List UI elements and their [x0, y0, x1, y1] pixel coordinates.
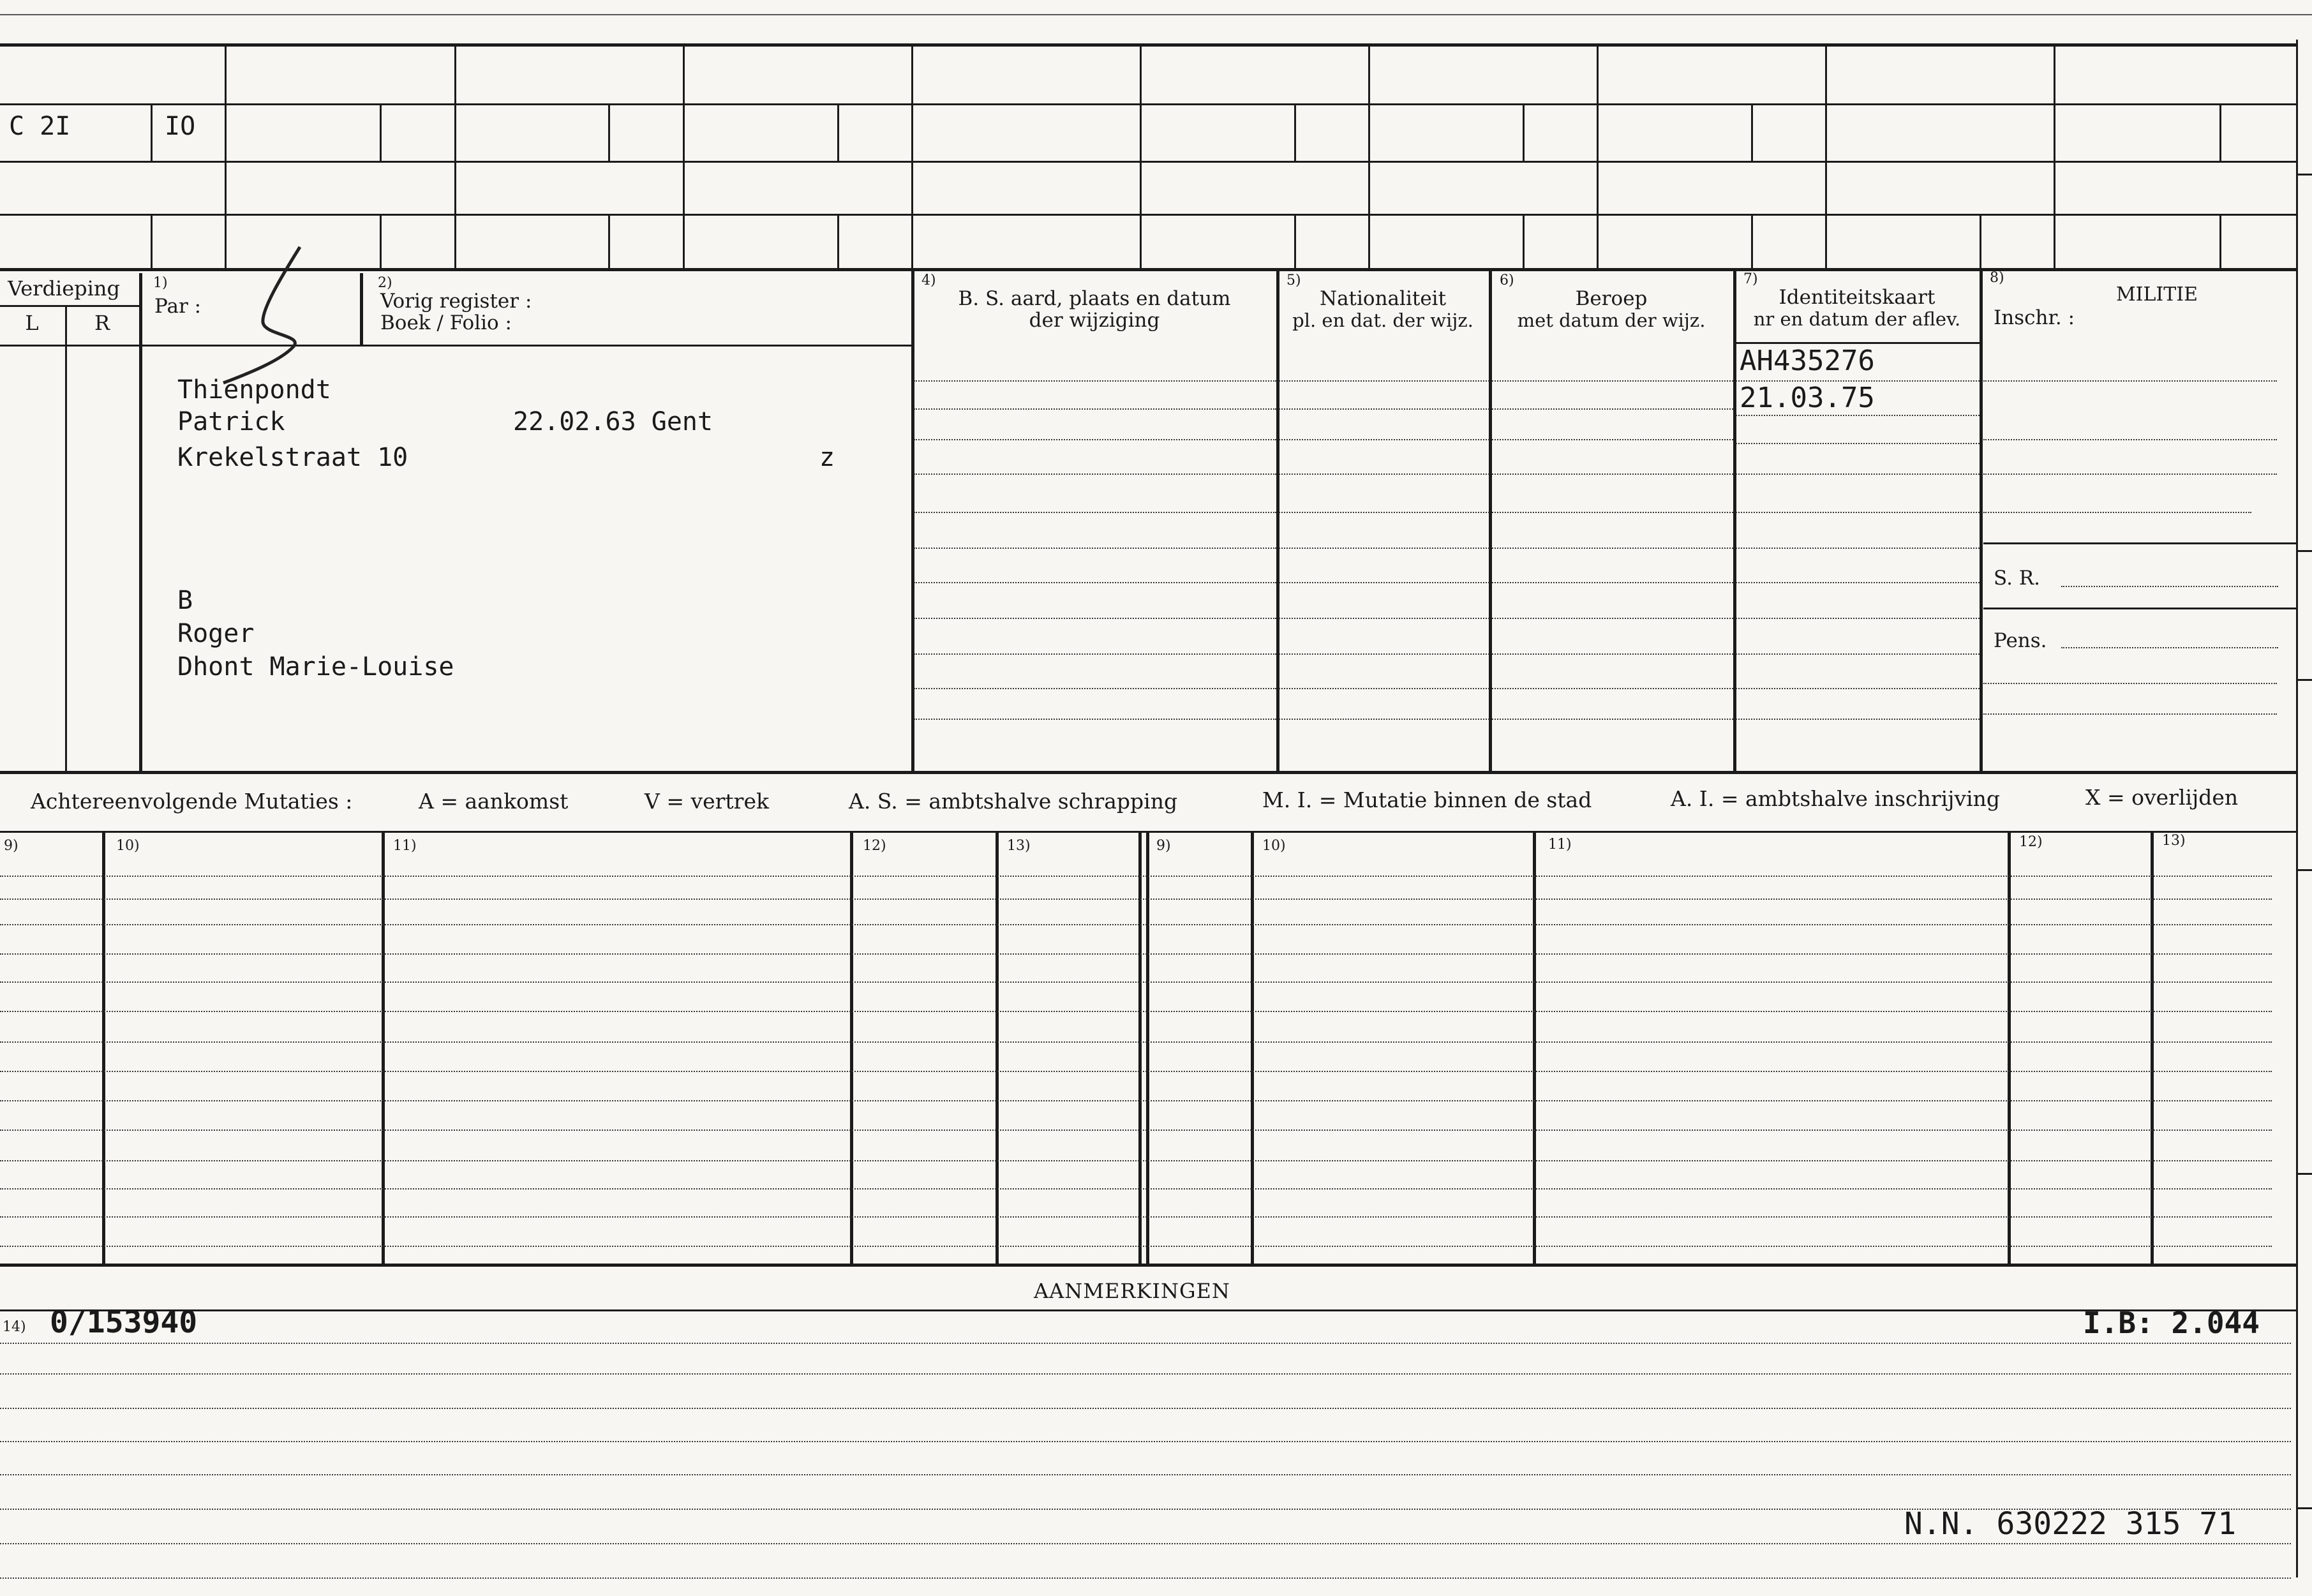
row-line [1492, 653, 1733, 655]
mut-col-label: 9) [4, 838, 19, 854]
grid-tick [380, 214, 382, 268]
legend-item-mutatie: M. I. = Mutatie binnen de stad [1262, 787, 1592, 812]
row-line [1736, 415, 1980, 416]
block-number: IO [165, 112, 196, 141]
row-line [914, 582, 1276, 583]
edge-tick [2296, 174, 2312, 175]
remarks-row [0, 1474, 2291, 1475]
sr-label: S. R. [1994, 567, 2041, 590]
body-bottom-line [0, 771, 2297, 774]
grid-line [0, 103, 2297, 105]
mut-col [850, 832, 853, 1266]
mut-row [0, 1246, 2272, 1247]
row-line [1983, 380, 2277, 382]
row-line [914, 408, 1276, 410]
row-line [914, 512, 1276, 513]
handwritten-stroke [211, 239, 325, 392]
col5-title: Nationaliteit [1319, 287, 1447, 310]
row-line [1279, 408, 1489, 410]
header-bottom-line [0, 345, 914, 347]
id-card-number: AH435276 [1740, 345, 1875, 377]
edge-tick [2296, 679, 2312, 681]
grid-vline [683, 45, 685, 269]
row-line [914, 380, 1276, 382]
right-border [2296, 40, 2298, 1577]
mut-col-label: 11) [1548, 837, 1572, 853]
grid-vline [911, 45, 913, 269]
legend-item-aankomst: A = aankomst [419, 789, 569, 814]
grid-tick [2219, 103, 2221, 161]
edge-tick [2296, 550, 2312, 552]
id-card-date: 21.03.75 [1740, 382, 1875, 414]
row-line [1492, 548, 1733, 549]
grid-vline [225, 45, 227, 269]
mut-col-label: 10) [1262, 838, 1286, 854]
col4-title: B. S. aard, plaats en datum [958, 287, 1231, 310]
boek-folio-label: Boek / Folio : [380, 311, 512, 334]
grid-tick [1523, 103, 1525, 161]
col8-number: 8) [1990, 270, 2004, 286]
col6-title: Beroep [1575, 287, 1648, 310]
row-line [1736, 618, 1980, 619]
remarks-row [0, 1408, 2291, 1409]
mut-col [382, 832, 385, 1266]
mut-col-label: 13) [1007, 838, 1031, 854]
grid-tick [1751, 103, 1753, 161]
pens-label: Pens. [1994, 629, 2047, 652]
col2-number: 2) [378, 275, 392, 291]
grid-tick [1294, 103, 1296, 161]
col-divider-4 [911, 269, 914, 773]
col5-number: 5) [1287, 272, 1301, 288]
grid-tick [1523, 214, 1525, 268]
col7-title: Identiteitskaart [1779, 286, 1935, 309]
top-edge-line [0, 14, 2312, 15]
mut-col-double [1146, 832, 1149, 1266]
pens-line [2061, 647, 2278, 648]
grid-vline [1825, 45, 1827, 269]
row-line [1736, 688, 1980, 689]
row-line [1736, 548, 1980, 549]
mutations-bottom-line [0, 1264, 2297, 1267]
mut-row [0, 1071, 2272, 1072]
militie-separator [1983, 542, 2296, 544]
mut-col-double [1138, 832, 1142, 1266]
mut-col-label: 12) [2019, 834, 2043, 850]
militie-separator [1983, 608, 2296, 609]
mut-row [0, 1216, 2272, 1218]
mut-col [1251, 832, 1254, 1266]
inschr-label: Inschr. : [1994, 306, 2075, 329]
col1-number: 1) [153, 275, 168, 291]
row-line [1279, 474, 1489, 475]
person-mark: z [819, 443, 835, 472]
row-line [1492, 582, 1733, 583]
col-divider-8 [1980, 269, 1983, 773]
row-line [914, 474, 1276, 475]
national-number: N.N. 630222 315 71 [1904, 1506, 2237, 1542]
grid-tick [837, 103, 839, 161]
mut-row [0, 876, 2272, 877]
row-line [1279, 719, 1489, 720]
row-line [1492, 512, 1733, 513]
floor-right-label: R [94, 311, 110, 335]
row-line [1492, 688, 1733, 689]
row-line [1492, 408, 1733, 410]
grid-vline [454, 45, 456, 269]
col-divider-7 [1733, 269, 1736, 773]
father-initial: B [177, 586, 193, 615]
grid-tick [1980, 214, 1981, 268]
remarks-ib: I.B: 2.044 [2083, 1306, 2260, 1340]
legend-title: Achtereenvolgende Mutaties : [31, 789, 353, 814]
grid-line [0, 214, 2297, 216]
col6-number: 6) [1500, 272, 1514, 288]
grid-vline [1368, 45, 1370, 269]
row-line [1736, 380, 1980, 382]
block-code: C 2I [9, 112, 71, 141]
col7-number: 7) [1743, 271, 1758, 287]
row-line [1492, 380, 1733, 382]
person-surname: Thienpondt [177, 375, 331, 405]
mut-col-label: 10) [116, 838, 140, 854]
edge-tick [2296, 869, 2312, 871]
row-line [914, 688, 1276, 689]
grid-vline [1140, 45, 1142, 269]
edge-tick [2296, 1507, 2312, 1509]
col4-number: 4) [921, 272, 936, 288]
father-name: Roger [177, 619, 255, 648]
grid-tick [608, 103, 610, 161]
par-label: Par : [154, 295, 202, 318]
person-address: Krekelstraat 10 [177, 443, 408, 472]
row-line [1279, 380, 1489, 382]
mut-row [0, 1100, 2272, 1101]
row-line [1279, 582, 1489, 583]
grid-tick [1751, 214, 1753, 268]
row-line [1279, 688, 1489, 689]
vorig-register-label: Vorig register : [380, 290, 532, 313]
col-divider-6 [1489, 269, 1492, 773]
legend-item-inschrijving: A. I. = ambtshalve inschrijving [1671, 786, 2001, 811]
col-divider-2 [360, 273, 363, 346]
remarks-top-line [0, 1309, 2297, 1311]
mut-col [2008, 832, 2011, 1266]
row-line [914, 439, 1276, 440]
id-header-line [1736, 342, 1980, 344]
row-line [1279, 548, 1489, 549]
person-firstname: Patrick [177, 407, 285, 436]
mut-col-label: 11) [393, 838, 417, 854]
row-line [914, 719, 1276, 720]
mut-col [102, 832, 105, 1266]
row-line [914, 618, 1276, 619]
code-separator [151, 103, 153, 161]
remarks-reference: 0/153940 [50, 1304, 198, 1340]
grid-vline [1597, 45, 1599, 269]
remarks-row [0, 1577, 2291, 1579]
row-line [1736, 582, 1980, 583]
remarks-row [0, 1543, 2291, 1544]
verdieping-label: Verdieping [8, 276, 120, 301]
row-line [1736, 719, 1980, 720]
grid-line [0, 161, 2297, 163]
row-line [1279, 618, 1489, 619]
remarks-row [0, 1373, 2291, 1375]
legend-item-vertrek: V = vertrek [645, 789, 769, 814]
mut-row [0, 899, 2272, 900]
col6-subtitle: met datum der wijz. [1517, 310, 1706, 331]
row-line [1736, 512, 1980, 513]
floor-left-label: L [25, 311, 39, 335]
mut-row [0, 1160, 2272, 1161]
remarks-number: 14) [3, 1319, 26, 1335]
person-birth: 22.02.63 Gent [513, 407, 713, 436]
remarks-title: AANMERKINGEN [1034, 1279, 1230, 1303]
row-line [1736, 474, 1980, 475]
col5-subtitle: pl. en dat. der wijz. [1292, 310, 1473, 331]
col7-subtitle: nr en datum der aflev. [1753, 308, 1961, 330]
grid-tick [2219, 214, 2221, 268]
row-line [1983, 512, 2251, 513]
lr-divider [65, 305, 67, 773]
row-line [1983, 713, 2277, 715]
grid-vline [2054, 45, 2055, 269]
edge-tick [2296, 1173, 2312, 1175]
remarks-row [0, 1441, 2291, 1442]
mut-row [0, 1130, 2272, 1131]
row-line [1279, 653, 1489, 655]
row-line [1983, 439, 2277, 440]
mut-col [1533, 832, 1536, 1266]
row-line [914, 653, 1276, 655]
row-line [1279, 439, 1489, 440]
mother-name: Dhont Marie-Louise [177, 652, 454, 682]
row-line [1492, 439, 1733, 440]
grid-bottom-line [0, 268, 2297, 271]
row-line [1983, 683, 2277, 684]
mut-col-label: 9) [1156, 838, 1171, 854]
legend-item-schrapping: A. S. = ambtshalve schrapping [849, 789, 1178, 814]
mut-row [0, 953, 2272, 955]
sr-line [2061, 586, 2278, 587]
remarks-row [0, 1343, 2291, 1344]
row-line [1736, 443, 1980, 444]
row-line [914, 548, 1276, 549]
row-line [1279, 512, 1489, 513]
mut-row [0, 1188, 2272, 1190]
grid-tick [151, 214, 153, 268]
row-line [1492, 719, 1733, 720]
col-divider-1 [139, 273, 142, 773]
mut-col [996, 832, 999, 1266]
grid-tick [837, 214, 839, 268]
mut-row [0, 924, 2272, 925]
grid-tick [1294, 214, 1296, 268]
mut-col-label: 12) [863, 838, 886, 854]
grid-tick [608, 214, 610, 268]
col4-subtitle: der wijziging [1029, 309, 1160, 332]
mut-row [0, 1011, 2272, 1012]
mut-col [2151, 832, 2154, 1266]
mut-col-label: 13) [2162, 833, 2186, 849]
legend-item-overlijden: X = overlijden [2085, 785, 2239, 810]
grid-top-line [0, 43, 2297, 47]
row-line [1492, 618, 1733, 619]
row-line [1492, 474, 1733, 475]
row-line [1736, 653, 1980, 655]
militie-title: MILITIE [2115, 283, 2198, 306]
row-line [1983, 474, 2277, 475]
mut-row [0, 981, 2272, 983]
grid-tick [380, 103, 382, 161]
verdieping-line [0, 305, 140, 307]
mut-row [0, 1041, 2272, 1043]
col-divider-5 [1276, 269, 1279, 773]
